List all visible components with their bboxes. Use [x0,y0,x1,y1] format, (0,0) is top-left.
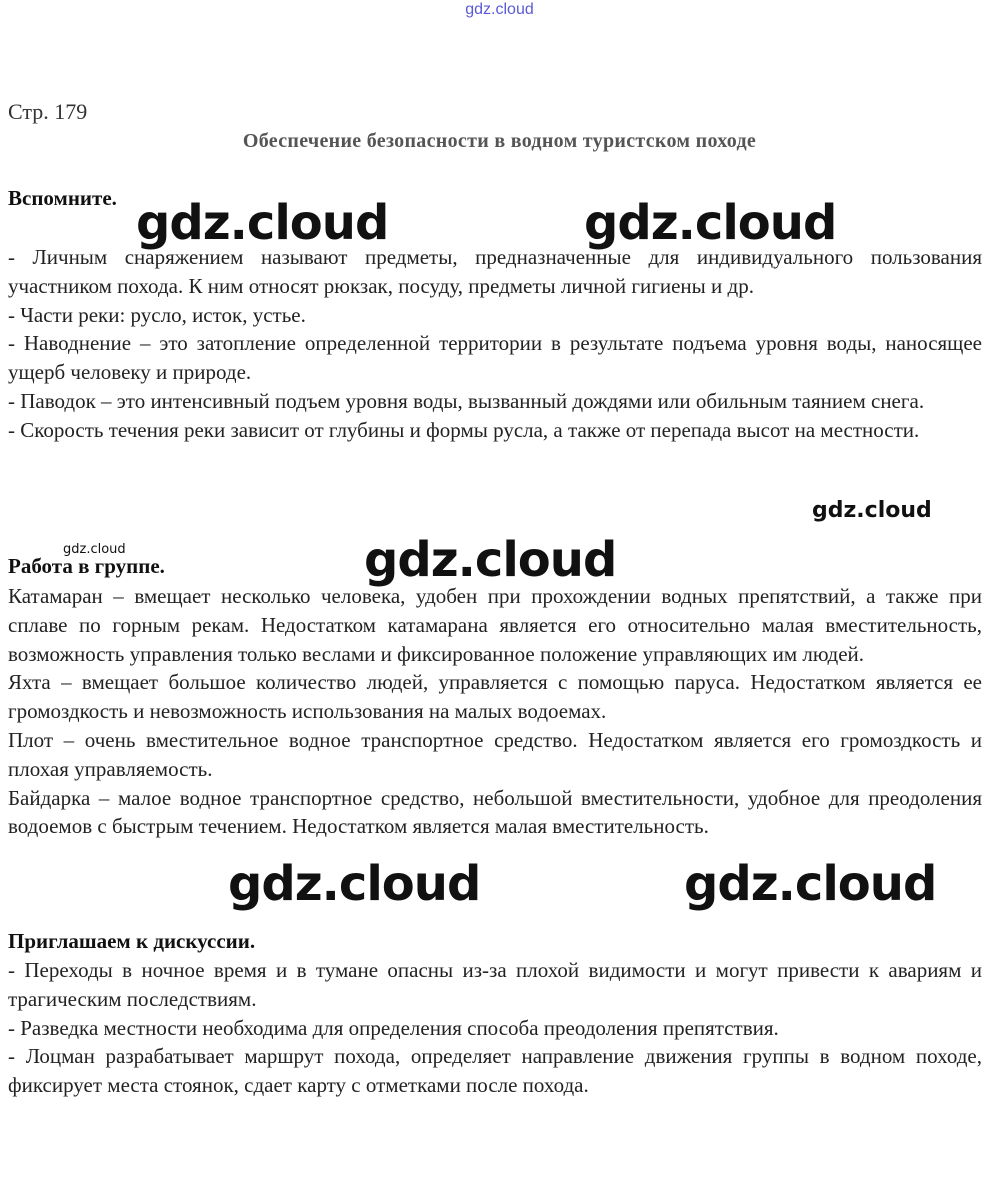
remember-paragraph: - Наводнение – это затопление определенной территории в результате подъема уровня воды, наносящее ущерб человеку и природе. [8,331,982,385]
watermark: gdz.cloud [684,856,937,912]
group-work-heading: Работа в группе. [8,554,165,578]
discussion-section [8,956,982,1100]
discussion-paragraph: - Переходы в ночное время и в тумане опасны из-за плохой видимости и могут привести к авариям и трагическим последствиям. [8,958,982,1011]
group-work-paragraph: Байдарка – малое водное транспортное средство, небольшой вместительности, удобное для преодоления водоемов с быстрым течением. Недостатком является малая вместительность. [8,785,982,839]
remember-paragraph: - Личным снаряжением называют предметы, предназначенные для индивидуального пользования участником похода. К ним относят рюкзак, посуду, предметы личной гигиены и др. [8,245,982,298]
discussion-paragraph: - Лоцман разрабатывает маршрут похода, определяет направление движения группы в водном походе, фиксирует места стоянок, сдает карту с отметками после похода. [8,1044,982,1098]
group-work-paragraph: Яхта – вмещает большое количество людей, управляется с помощью паруса. Недостатком является ее громоздкость и невозможность использования на малых водоемах. [8,670,982,724]
watermark: gdz.cloud [364,532,617,588]
remember-heading: Вспомните. [8,186,117,210]
remember-section [8,243,982,445]
watermark: gdz.cloud [812,498,932,523]
remember-paragraph: - Части реки: русло, исток, устье. [8,302,306,327]
group-work-paragraph: Катамаран – вмещает несколько человека, удобен при прохождении водных препятствий, а также при сплаве по горным рекам. Недостатком катамарана является его относительно малая вместительность, возможность управления только веслами и фиксированное положение управляющих им людей. [8,584,982,666]
discussion-paragraph: - Разведка местности необходима для определения способа преодоления препятствия. [8,1015,779,1040]
watermark: gdz.cloud [136,195,389,251]
group-work-section [8,582,982,841]
watermark: gdz.cloud [63,542,126,557]
page-title: Обеспечение безопасности в водном туристском походе [242,130,757,152]
remember-paragraph: - Скорость течения реки зависит от глубины и формы русла, а также от перепада высот на местности. [8,417,920,442]
remember-paragraph: - Паводок – это интенсивный подъем уровня воды, вызванный дождями или обильным таянием снега. [8,388,925,413]
discussion-heading: Приглашаем к дискуссии. [8,929,256,953]
top-watermark: gdz.cloud [465,1,534,18]
page-number: Стр. 179 [8,99,88,124]
watermark: gdz.cloud [584,195,837,251]
watermark: gdz.cloud [228,856,481,912]
group-work-paragraph: Плот – очень вместительное водное транспортное средство. Недостатком является его громоздкость и плохая управляемость. [8,727,982,781]
